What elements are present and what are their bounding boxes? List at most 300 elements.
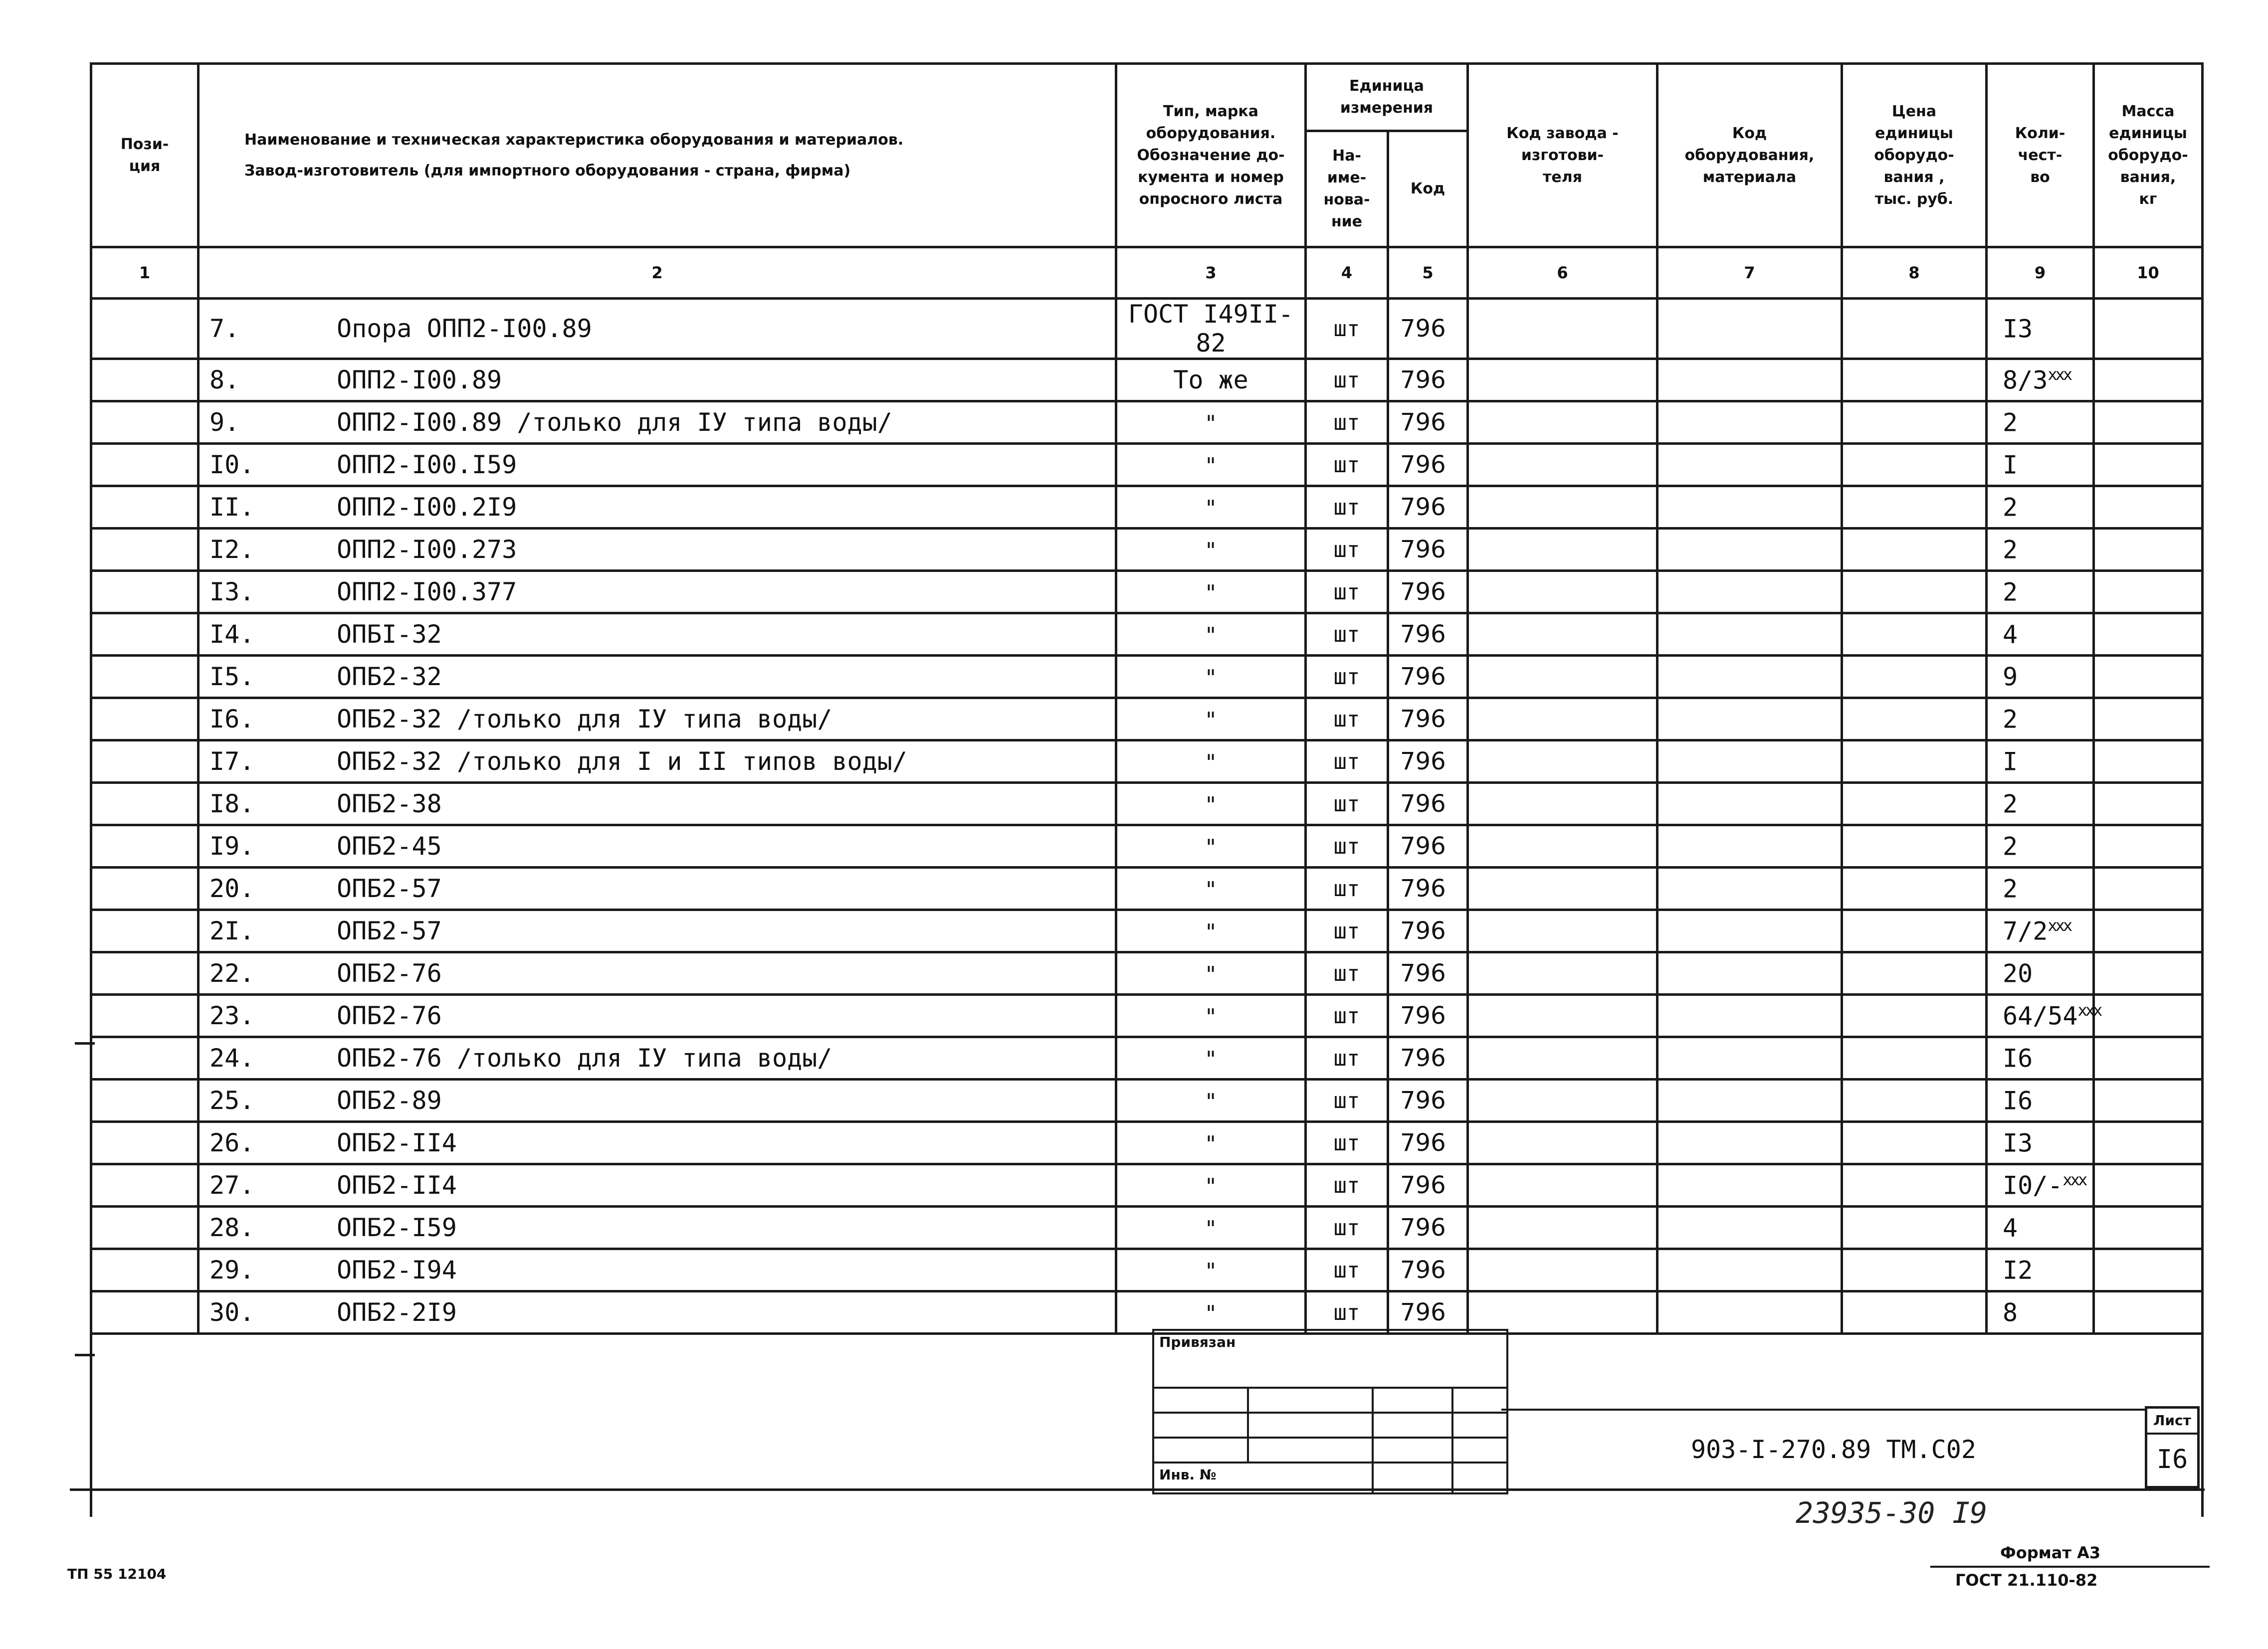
code-cell: 796 [1388, 444, 1468, 486]
price-cell [1842, 740, 1987, 783]
item-name: ОПБ2-I94 [337, 1256, 457, 1284]
code-cell: 796 [1388, 656, 1468, 698]
equipment-code-cell [1657, 995, 1842, 1037]
quantity-cell [1987, 299, 2094, 359]
doc-value: " [1206, 750, 1216, 775]
price-cell [1842, 1249, 1987, 1291]
quantity-cell [1987, 486, 2094, 529]
equipment-code-cell [1657, 868, 1842, 910]
plant-code-cell [1468, 486, 1657, 529]
name-cell [199, 486, 1116, 529]
name-cell [199, 656, 1116, 698]
item-name: ОПП2-I00.I59 [337, 450, 517, 479]
sheet-number: I6 [2156, 1445, 2188, 1474]
quantity-note: ххх [2062, 1170, 2086, 1190]
plant-code-cell [1468, 529, 1657, 571]
doc-value: " [1206, 1259, 1216, 1284]
quantity-cell [1987, 401, 2094, 444]
equipment-code-cell [1657, 1249, 1842, 1291]
doc-value: " [1206, 962, 1216, 987]
price-cell [1842, 571, 1987, 613]
name-cell [199, 1291, 1116, 1334]
name-cell [199, 1037, 1116, 1080]
unit-cell: шт [1306, 1291, 1388, 1334]
quantity-cell [1987, 740, 2094, 783]
quantity-value: I2 [2003, 1256, 2033, 1285]
specification-table [90, 62, 2204, 1517]
plant-code-cell [1468, 698, 1657, 740]
header-plant-code: Код завода - изготови- теля [1468, 64, 1657, 247]
quantity-value: I [2003, 747, 2018, 776]
margin-tick [75, 1354, 95, 1356]
unit-cell: шт [1306, 1037, 1388, 1080]
equipment-code-cell [1657, 1291, 1842, 1334]
doc-cell [1116, 698, 1306, 740]
plant-code-cell [1468, 1291, 1657, 1334]
doc-value: " [1206, 665, 1216, 691]
mass-cell [2094, 486, 2203, 529]
plant-code-cell [1468, 613, 1657, 656]
header-type: Тип, марка оборудования. Обозначение до- кумента и номер опросного листа [1116, 64, 1306, 247]
code-cell: 796 [1388, 359, 1468, 401]
code-cell: 796 [1388, 613, 1468, 656]
bottom-border [70, 1488, 2205, 1491]
price-cell [1842, 1037, 1987, 1080]
quantity-value: 7/2 [2003, 916, 2048, 946]
doc-cell [1116, 1037, 1306, 1080]
table-row [91, 825, 2203, 868]
table-row [91, 1207, 2203, 1249]
table-row [91, 910, 2203, 952]
quantity-value: 4 [2003, 1213, 2018, 1243]
doc-value: То же [1173, 366, 1248, 394]
plant-code-cell [1468, 1080, 1657, 1122]
quantity-value: 4 [2003, 620, 2018, 649]
unit-cell: шт [1306, 698, 1388, 740]
doc-value: " [1206, 623, 1216, 648]
gost-rule [1930, 1566, 2210, 1568]
position-cell [91, 299, 199, 359]
unit-cell: шт [1306, 783, 1388, 825]
item-number: 8. [209, 366, 240, 394]
position-cell [91, 740, 199, 783]
item-name: ОПП2-I00.89 [337, 366, 502, 394]
item-name: ОПБ2-2I9 [337, 1298, 457, 1327]
item-number: I0. [209, 450, 255, 479]
item-name: ОПП2-I00.377 [337, 577, 517, 606]
item-number: 23. [209, 1001, 255, 1030]
doc-cell [1116, 910, 1306, 952]
gost-label: ГОСТ 21.110-82 [1955, 1571, 2098, 1590]
unit-cell: шт [1306, 1122, 1388, 1164]
position-cell [91, 529, 199, 571]
position-cell [91, 1164, 199, 1207]
unit-cell: шт [1306, 952, 1388, 995]
plant-code-cell [1468, 401, 1657, 444]
quantity-cell [1987, 571, 2094, 613]
table-row [91, 299, 2203, 359]
plant-code-cell [1468, 740, 1657, 783]
column-number: 5 [1388, 247, 1468, 299]
mass-cell [2094, 1207, 2203, 1249]
name-cell [199, 825, 1116, 868]
code-cell: 796 [1388, 868, 1468, 910]
item-number: I2. [209, 535, 255, 564]
code-cell: 796 [1388, 571, 1468, 613]
item-number: 28. [209, 1213, 255, 1242]
code-cell: 796 [1388, 1122, 1468, 1164]
equipment-code-cell [1657, 444, 1842, 486]
column-number-row [91, 247, 2203, 299]
item-name: ОПБ2-I59 [337, 1213, 457, 1242]
item-name: ОПБ2-76 [337, 1001, 442, 1030]
position-cell [91, 444, 199, 486]
quantity-value: 9 [2003, 662, 2018, 692]
item-name: ОПБ2-32 /только для I и II типов воды/ [337, 747, 907, 776]
position-cell [91, 1122, 199, 1164]
item-number: I5. [209, 662, 255, 691]
table-row [91, 868, 2203, 910]
position-cell [91, 910, 199, 952]
item-number: 26. [209, 1128, 255, 1157]
doc-value: " [1206, 1004, 1216, 1030]
table-row [91, 1164, 2203, 1207]
doc-value: " [1206, 835, 1216, 860]
price-cell [1842, 1080, 1987, 1122]
header-unit-code: Код [1388, 131, 1468, 247]
plant-code-cell [1468, 1122, 1657, 1164]
price-cell [1842, 995, 1987, 1037]
name-cell [199, 783, 1116, 825]
quantity-cell [1987, 825, 2094, 868]
code-cell: 796 [1388, 1037, 1468, 1080]
mass-cell [2094, 299, 2203, 359]
quantity-note: ххх [2048, 365, 2071, 384]
item-name: ОПБ2-II4 [337, 1128, 457, 1157]
code-cell: 796 [1388, 1080, 1468, 1122]
tp-code: ТП 55 12104 [67, 1566, 167, 1582]
code-cell: 796 [1388, 529, 1468, 571]
position-cell [91, 401, 199, 444]
equipment-code-cell [1657, 1207, 1842, 1249]
table-row [91, 995, 2203, 1037]
equipment-code-cell [1657, 571, 1842, 613]
equipment-code-cell [1657, 1080, 1842, 1122]
doc-cell [1116, 613, 1306, 656]
quantity-cell [1987, 656, 2094, 698]
mass-cell [2094, 401, 2203, 444]
position-cell [91, 995, 199, 1037]
unit-cell: шт [1306, 529, 1388, 571]
mass-cell [2094, 1291, 2203, 1334]
doc-cell [1116, 444, 1306, 486]
item-name: ОПБ2-32 [337, 662, 442, 691]
price-cell [1842, 1122, 1987, 1164]
equipment-code-cell [1657, 952, 1842, 995]
equipment-code-cell [1657, 698, 1842, 740]
item-name: ОПБ2-89 [337, 1086, 442, 1115]
quantity-cell [1987, 1291, 2094, 1334]
mass-cell [2094, 613, 2203, 656]
price-cell [1842, 299, 1987, 359]
quantity-cell [1987, 1207, 2094, 1249]
code-cell: 796 [1388, 1207, 1468, 1249]
item-name: ОПБ2-57 [337, 874, 442, 903]
name-cell [199, 995, 1116, 1037]
unit-cell: шт [1306, 1080, 1388, 1122]
plant-code-cell [1468, 783, 1657, 825]
price-cell [1842, 868, 1987, 910]
item-name: ОПП2-I00.273 [337, 535, 517, 564]
item-name: ОПБ2-38 [337, 789, 442, 818]
quantity-value: 2 [2003, 493, 2018, 522]
table-row [91, 571, 2203, 613]
quantity-cell [1987, 952, 2094, 995]
name-cell [199, 698, 1116, 740]
column-number: 7 [1657, 247, 1842, 299]
quantity-value: 8 [2003, 1298, 2018, 1327]
doc-cell [1116, 656, 1306, 698]
price-cell [1842, 444, 1987, 486]
header-mass: Масса единицы оборудо- вания, кг [2094, 64, 2203, 247]
item-number: 29. [209, 1256, 255, 1284]
equipment-code-cell [1657, 783, 1842, 825]
price-cell [1842, 401, 1987, 444]
unit-cell: шт [1306, 1207, 1388, 1249]
column-number: 1 [91, 247, 199, 299]
column-number: 2 [199, 247, 1116, 299]
position-cell [91, 359, 199, 401]
price-cell [1842, 783, 1987, 825]
price-cell [1842, 486, 1987, 529]
header-unit: Единица измерения [1306, 64, 1468, 131]
margin-tick [75, 1042, 95, 1045]
equipment-code-cell [1657, 529, 1842, 571]
position-cell [91, 952, 199, 995]
unit-cell: шт [1306, 656, 1388, 698]
item-name: ОПП2-I00.2I9 [337, 493, 517, 522]
doc-value: " [1206, 411, 1216, 436]
code-cell: 796 [1388, 995, 1468, 1037]
plant-code-cell [1468, 571, 1657, 613]
equipment-code-cell [1657, 486, 1842, 529]
doc-value: " [1206, 1301, 1216, 1326]
mass-cell [2094, 910, 2203, 952]
code-cell: 796 [1388, 698, 1468, 740]
item-name: ОПБ2-57 [337, 916, 442, 945]
unit-cell: шт [1306, 486, 1388, 529]
table-row [91, 1249, 2203, 1291]
table-row [91, 401, 2203, 444]
table-row [91, 1080, 2203, 1122]
plant-code-cell [1468, 1037, 1657, 1080]
item-number: 30. [209, 1298, 255, 1327]
quantity-value: I3 [2003, 1128, 2033, 1158]
doc-cell [1116, 1249, 1306, 1291]
item-name: ОПБ2-32 /только для IУ типа воды/ [337, 705, 832, 733]
item-number: 27. [209, 1171, 255, 1200]
column-number: 6 [1468, 247, 1657, 299]
quantity-value: I3 [2003, 314, 2033, 344]
doc-cell [1116, 1122, 1306, 1164]
doc-value: " [1206, 1089, 1216, 1114]
code-cell: 796 [1388, 783, 1468, 825]
item-name: ОПБ2-II4 [337, 1171, 457, 1200]
doc-value: " [1206, 708, 1216, 733]
quantity-cell [1987, 1122, 2094, 1164]
unit-cell: шт [1306, 995, 1388, 1037]
mass-cell [2094, 868, 2203, 910]
doc-cell [1116, 359, 1306, 401]
table-row [91, 613, 2203, 656]
unit-cell: шт [1306, 868, 1388, 910]
price-cell [1842, 529, 1987, 571]
doc-value: " [1206, 1174, 1216, 1199]
header-quantity: Коли- чест- во [1987, 64, 2094, 247]
quantity-cell [1987, 613, 2094, 656]
item-name: Опора ОПП2-I00.89 [337, 314, 592, 343]
plant-code-cell [1468, 656, 1657, 698]
position-cell [91, 571, 199, 613]
item-number: I7. [209, 747, 255, 776]
quantity-cell [1987, 1080, 2094, 1122]
mass-cell [2094, 529, 2203, 571]
table-row [91, 486, 2203, 529]
mass-cell [2094, 1080, 2203, 1122]
name-cell [199, 1122, 1116, 1164]
header-unit-name: На- име- нова- ние [1306, 131, 1388, 247]
doc-value: " [1206, 877, 1216, 903]
price-cell [1842, 613, 1987, 656]
quantity-value: 2 [2003, 832, 2018, 861]
code-cell: 796 [1388, 486, 1468, 529]
doc-value: ГОСТ I49II-82 [1128, 300, 1294, 358]
mass-cell [2094, 825, 2203, 868]
sheet-box [2145, 1406, 2200, 1488]
code-cell: 796 [1388, 299, 1468, 359]
item-number: 20. [209, 874, 255, 903]
plant-code-cell [1468, 1249, 1657, 1291]
doc-value: " [1206, 453, 1216, 479]
unit-cell: шт [1306, 1249, 1388, 1291]
item-number: I9. [209, 832, 255, 861]
mass-cell [2094, 656, 2203, 698]
doc-value: " [1206, 580, 1216, 606]
doc-value: " [1206, 919, 1216, 945]
position-cell [91, 613, 199, 656]
table-row [91, 656, 2203, 698]
column-number: 10 [2094, 247, 2203, 299]
quantity-cell [1987, 444, 2094, 486]
equipment-code-cell [1657, 1122, 1842, 1164]
code-cell: 796 [1388, 952, 1468, 995]
mass-cell [2094, 952, 2203, 995]
quantity-value: 2 [2003, 705, 2018, 734]
equipment-code-cell [1657, 825, 1842, 868]
name-cell [199, 571, 1116, 613]
price-cell [1842, 698, 1987, 740]
column-number: 8 [1842, 247, 1987, 299]
position-cell [91, 1080, 199, 1122]
header-position: Пози- ция [91, 64, 199, 247]
quantity-cell [1987, 995, 2101, 1037]
name-cell [199, 1080, 1116, 1122]
equipment-code-cell [1657, 740, 1842, 783]
table-row [91, 1037, 2203, 1080]
equipment-code-cell [1657, 1164, 1842, 1207]
bound-label: Привязан [1153, 1330, 1507, 1388]
item-number: 25. [209, 1086, 255, 1115]
table-row [91, 783, 2203, 825]
mass-cell [2094, 1249, 2203, 1291]
unit-cell: шт [1306, 299, 1388, 359]
quantity-value: 8/3 [2003, 366, 2048, 395]
quantity-value: I [2003, 450, 2018, 480]
equipment-code-cell [1657, 613, 1842, 656]
quantity-value: 2 [2003, 874, 2018, 904]
handwritten-number: 23935-30 I9 [1796, 1496, 1988, 1530]
document-number: 903-I-270.89 ТМ.С02 [1501, 1409, 2145, 1488]
item-number: 2I. [209, 916, 255, 945]
name-cell [199, 1249, 1116, 1291]
item-number: I3. [209, 577, 255, 606]
quantity-cell [1987, 1164, 2094, 1207]
doc-cell [1116, 740, 1306, 783]
name-cell [199, 401, 1116, 444]
column-number: 4 [1306, 247, 1388, 299]
doc-value: " [1206, 1047, 1216, 1072]
unit-cell: шт [1306, 359, 1388, 401]
unit-cell: шт [1306, 613, 1388, 656]
plant-code-cell [1468, 299, 1657, 359]
unit-cell: шт [1306, 740, 1388, 783]
equipment-code-cell [1657, 910, 1842, 952]
doc-cell [1116, 868, 1306, 910]
name-cell [199, 1164, 1116, 1207]
code-cell: 796 [1388, 1164, 1468, 1207]
equipment-code-cell [1657, 299, 1842, 359]
sheet-label: Лист [2147, 1409, 2197, 1435]
doc-value: " [1206, 538, 1216, 563]
plant-code-cell [1468, 359, 1657, 401]
doc-cell [1116, 486, 1306, 529]
item-number: I4. [209, 620, 255, 649]
quantity-note: ххх [2077, 1001, 2101, 1020]
table-row [91, 1122, 2203, 1164]
mass-cell [2094, 1122, 2203, 1164]
code-cell: 796 [1388, 825, 1468, 868]
unit-cell: шт [1306, 444, 1388, 486]
quantity-cell [1987, 359, 2094, 401]
name-cell [199, 868, 1116, 910]
doc-cell [1116, 529, 1306, 571]
doc-value: " [1206, 792, 1216, 818]
item-name: ОПБI-32 [337, 620, 442, 649]
position-cell [91, 1037, 199, 1080]
quantity-cell [1987, 910, 2094, 952]
name-cell [199, 1207, 1116, 1249]
quantity-cell [1987, 529, 2094, 571]
mass-cell [2094, 444, 2203, 486]
name-cell [199, 613, 1116, 656]
item-number: I8. [209, 789, 255, 818]
doc-value: " [1206, 1131, 1216, 1157]
doc-cell [1116, 571, 1306, 613]
title-block-grid [1152, 1329, 1508, 1494]
mass-cell [2094, 359, 2203, 401]
name-cell [199, 910, 1116, 952]
item-name: ОПП2-I00.89 /только для IУ типа воды/ [337, 408, 892, 437]
